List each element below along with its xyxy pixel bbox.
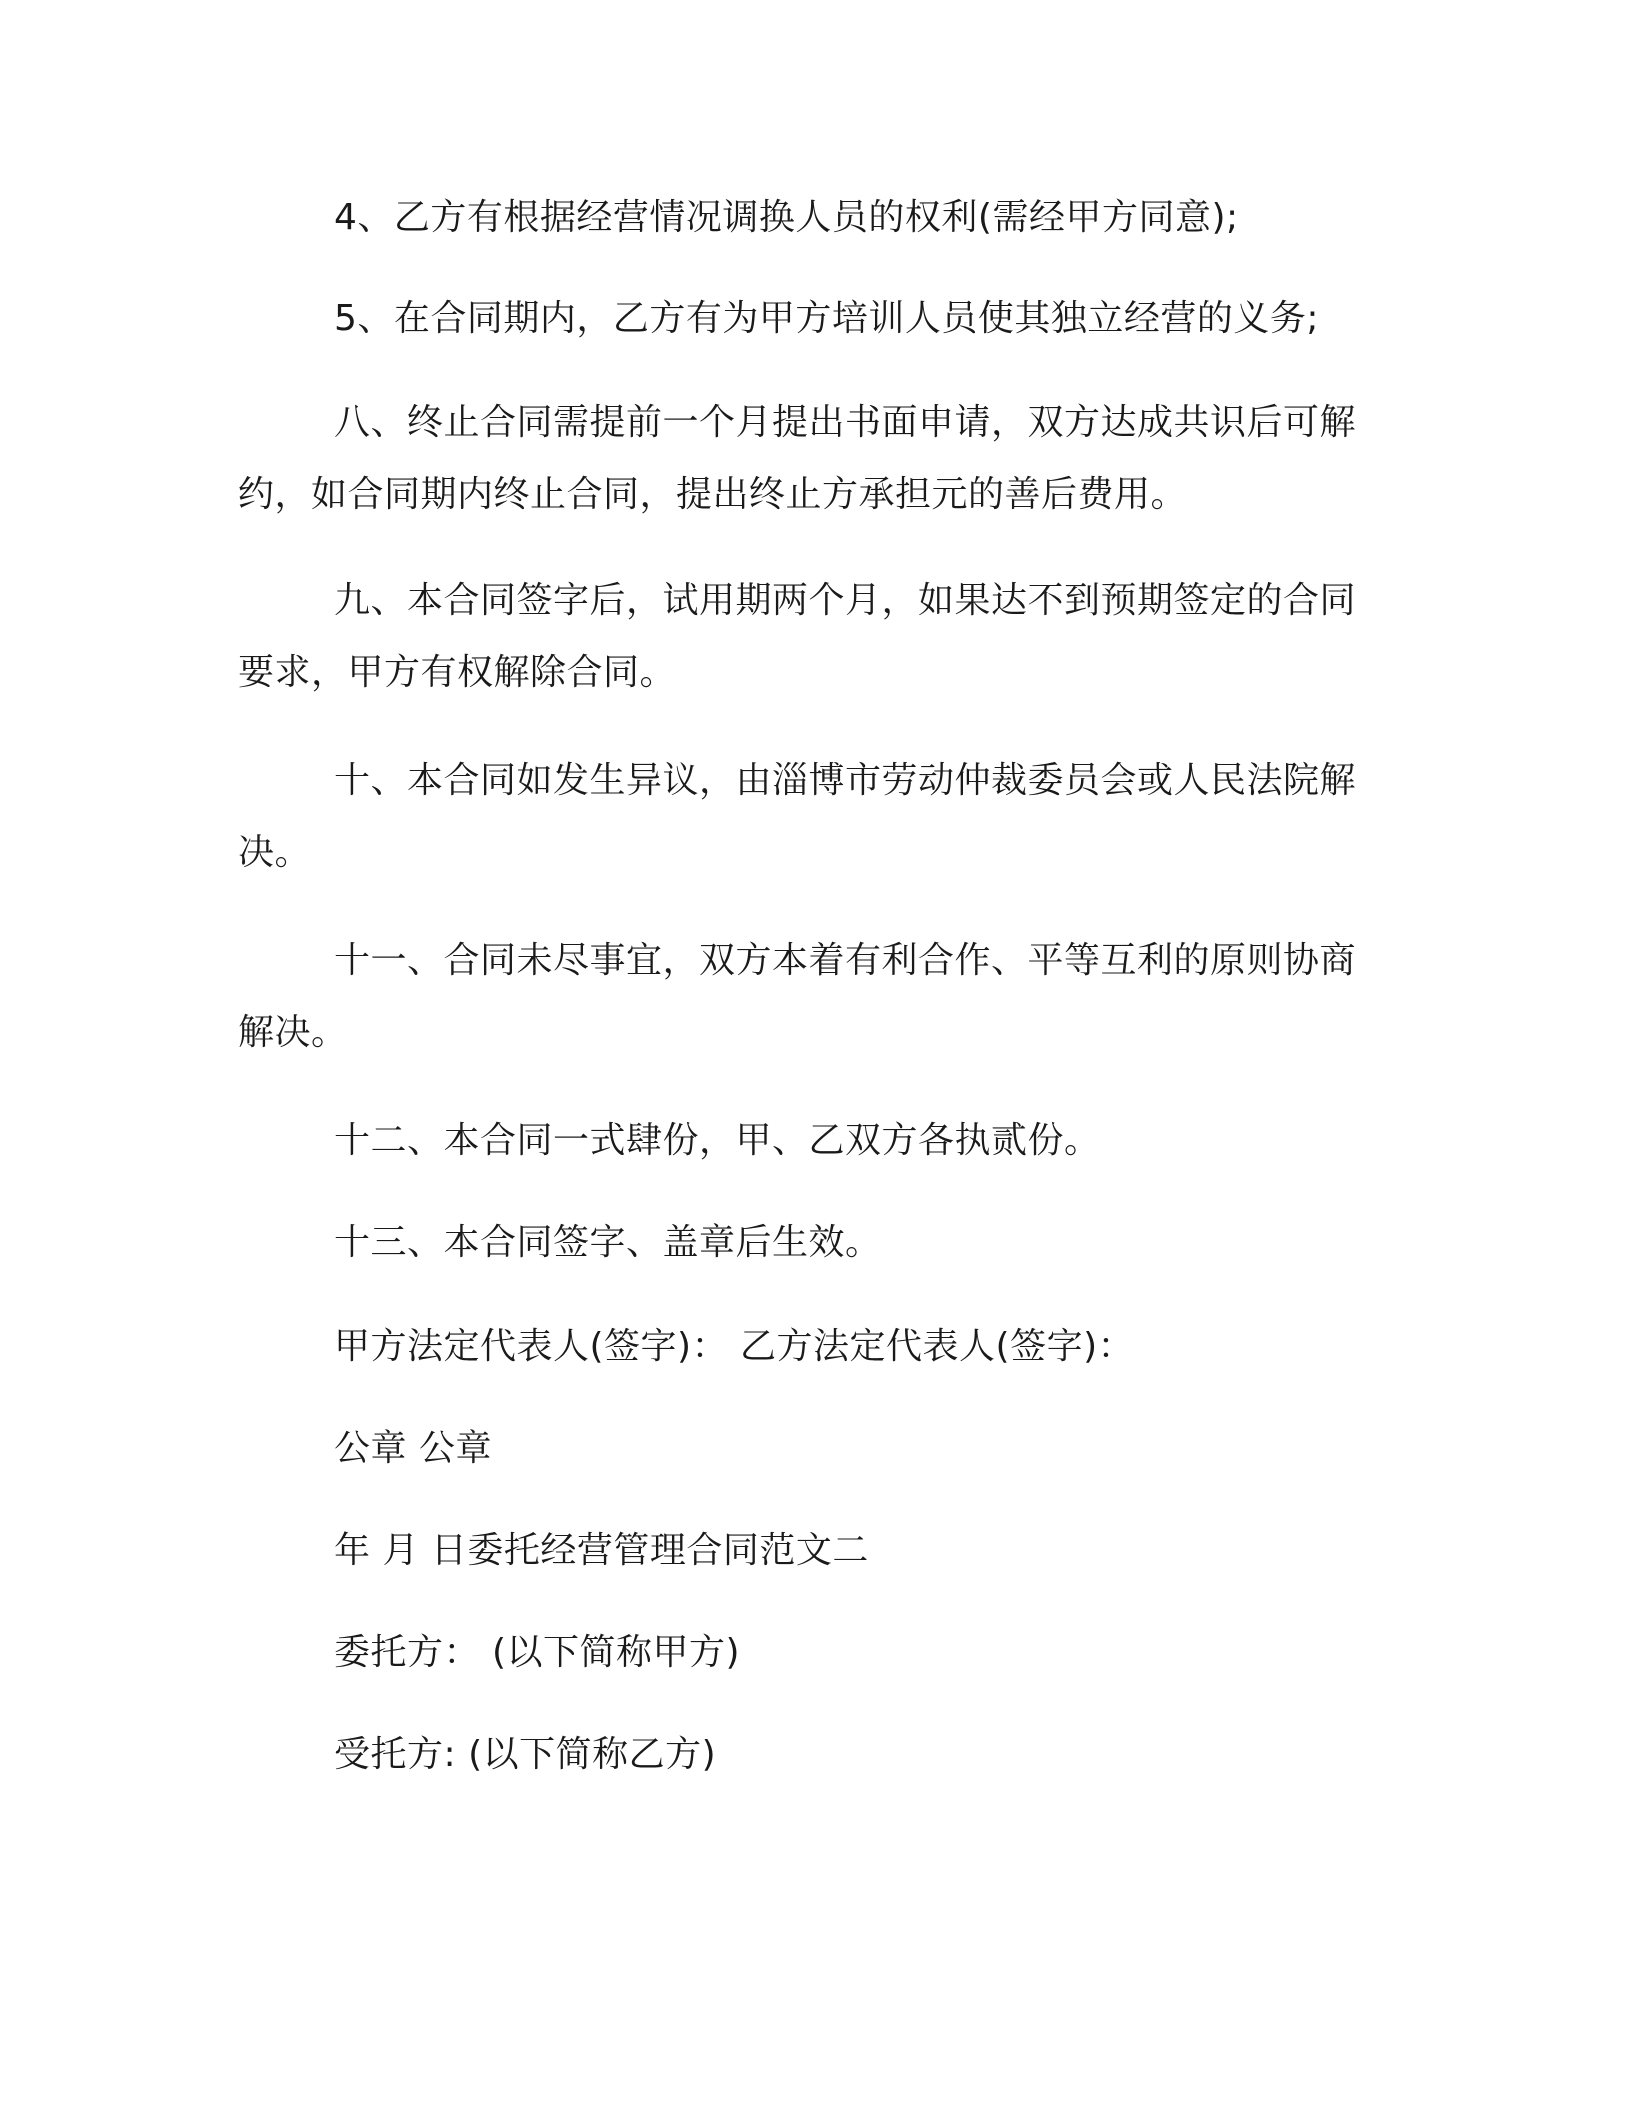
- agent-party-line: 受托方: (以下简称乙方): [334, 1734, 717, 1775]
- signature-line: 甲方法定代表人(签字)： 乙方法定代表人(签字)：: [334, 1326, 1135, 1367]
- clause-13-effective: 十三、本合同签字、盖章后生效。: [334, 1222, 882, 1263]
- official-seal-line: 公章 公章: [334, 1428, 492, 1469]
- clause-11-unresolved-matters: 十一、合同未尽事宜，双方本着有利合作、平等互利的原则协商解决。: [238, 940, 1357, 1053]
- clause-10-dispute: 十、本合同如发生异议，由淄博市劳动仲裁委员会或人民法院解决。: [238, 760, 1357, 873]
- clause-12-copies: 十二、本合同一式肆份，甲、乙双方各执贰份。: [334, 1120, 1101, 1161]
- clause-8-termination: 八、终止合同需提前一个月提出书面申请，双方达成共识后可解约，如合同期内终止合同，提出终止方承担元的善后费用。: [238, 402, 1357, 515]
- clause-4: 4、乙方有根据经营情况调换人员的权利(需经甲方同意);: [334, 197, 1239, 238]
- clause-5: 5、在合同期内，乙方有为甲方培训人员使其独立经营的义务;: [334, 298, 1320, 339]
- date-and-second-contract-title: 年 月 日委托经营管理合同范文二: [334, 1530, 869, 1571]
- clause-9-probation: 九、本合同签字后，试用期两个月，如果达不到预期签定的合同要求，甲方有权解除合同。: [238, 580, 1357, 693]
- principal-party-line: 委托方： (以下简称甲方): [334, 1632, 741, 1673]
